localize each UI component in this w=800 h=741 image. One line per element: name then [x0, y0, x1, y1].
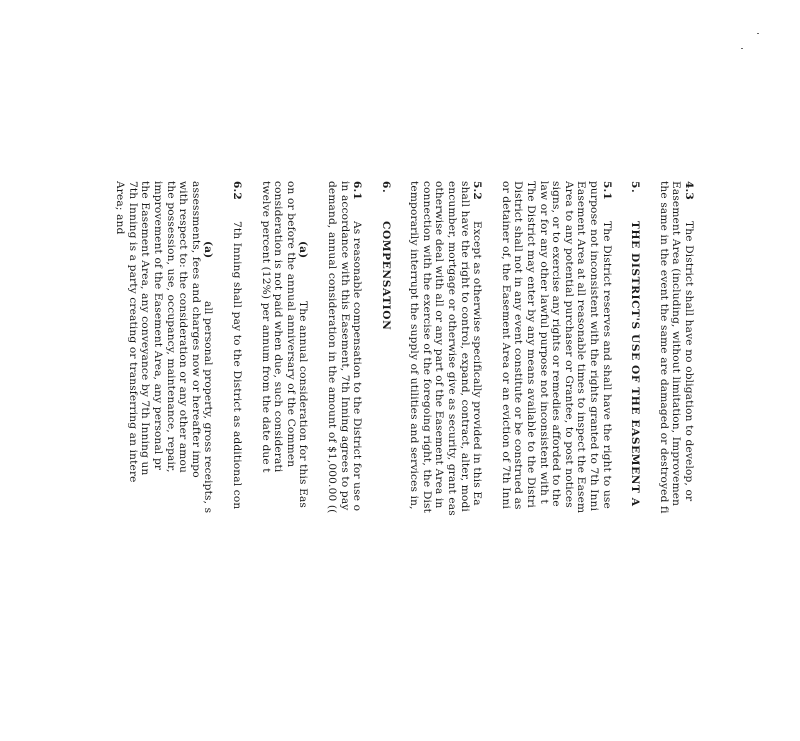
section-number: 5.2 [471, 181, 484, 200]
text-line: Except as otherwise specifically provided in this Ea [471, 221, 484, 506]
text-line: connection with the exercise of the foregoing right, the Dist [420, 181, 433, 513]
section-number: 4.3 [683, 181, 695, 200]
text-line: the Easement Area, any conveyance by 7th Inning un [139, 181, 152, 476]
text-line: improvement of the Easement Area, any personal pr [152, 181, 164, 471]
section-5-heading [629, 181, 642, 741]
section-5-1 [499, 181, 612, 741]
text-line: encumber, mortgage or otherwise give as security, grant eas [446, 181, 459, 516]
heading-text: COMPENSATION [379, 221, 392, 331]
text-line: or detainer of, the Easement Area or an eviction of 7th Inni [499, 181, 512, 510]
text-line: otherwise deal with all or any part of the Easement Area in [433, 181, 446, 509]
section-number: 5. [629, 181, 642, 194]
text-line: 7th Inning is a party creating or transferring an intere [126, 181, 139, 483]
section-4-3 [657, 181, 695, 741]
text-line: shall have the right to control, expand, contract, alter, modi [458, 181, 471, 512]
text-line: signs, or to exercise any rights or remedies afforded to the [550, 181, 563, 507]
section-6-heading [379, 181, 392, 741]
text-line: The annual consideration for this Eas [297, 301, 310, 509]
section-6-1-a [259, 181, 309, 741]
text-line: the possession, use, occupancy, maintenance, repair, [164, 181, 177, 473]
subsection-label: (a) [297, 241, 310, 259]
text-line: all personal property, gross receipts, s [202, 301, 215, 514]
text-line: in accordance with this Easement, 7th Inning agrees to pay [338, 181, 351, 511]
scan-speck [741, 48, 743, 49]
text-line: 7th Inning shall pay to the District as additional con [230, 221, 243, 510]
text-line: twelve percent (12%) per annum from the date due t [259, 181, 272, 473]
subsection-label: (a) [202, 241, 215, 259]
text-line: Area; and [114, 181, 127, 235]
text-line: purpose not inconsistent with the rights granted to 7th Inni [588, 181, 601, 512]
text-line: assessments, fees and charges now or hereafter impo [189, 181, 202, 478]
easement-document-page [114, 181, 695, 741]
scan-speck [757, 33, 759, 34]
section-5-2 [408, 181, 484, 741]
text-line: with respect to: the consideration or any other amou [177, 181, 190, 473]
section-number: 6.1 [351, 181, 364, 200]
text-line: demand, annual consideration in the amount of $1,000.00 (( [325, 181, 338, 514]
text-line: law or for any other lawful purpose not inconsistent with t [537, 181, 550, 504]
section-number: 6. [379, 181, 392, 194]
text-line: consideration is not paid when due, such considerati [272, 181, 285, 473]
text-line: temporarily interrupt the supply of utilities and services in, [408, 181, 421, 510]
text-line: Easement Area (including, without limitation, Improvemen [670, 181, 683, 507]
section-number: 6.2 [230, 181, 243, 200]
text-line: The District shall have no obligation to develop, or [683, 221, 695, 502]
section-number: 5.1 [600, 181, 613, 200]
heading-text: THE DISTRICT'S USE OF THE EASEMENT A [629, 221, 642, 507]
text-line: District shall not in any event constitute or be construed as [512, 181, 525, 510]
text-line: the same in the event the same are damaged or destroyed fi [657, 181, 670, 514]
section-6-2 [230, 181, 243, 741]
text-line: The District may enter by any means available to the Distri [525, 181, 538, 508]
text-line: Area to any potential purchaser or Grantee, to post notices [562, 181, 575, 508]
text-line: The District reserves and shall have the right to use [600, 221, 613, 509]
section-6-1 [325, 181, 363, 741]
text-line: As reasonable compensation to the District for use o [351, 221, 364, 512]
text-line: Easement Area at all reasonable times to inspect the Easem [575, 181, 588, 514]
section-6-2-a [114, 181, 215, 741]
text-line: on or before the annual anniversary of the Commen [284, 181, 297, 468]
